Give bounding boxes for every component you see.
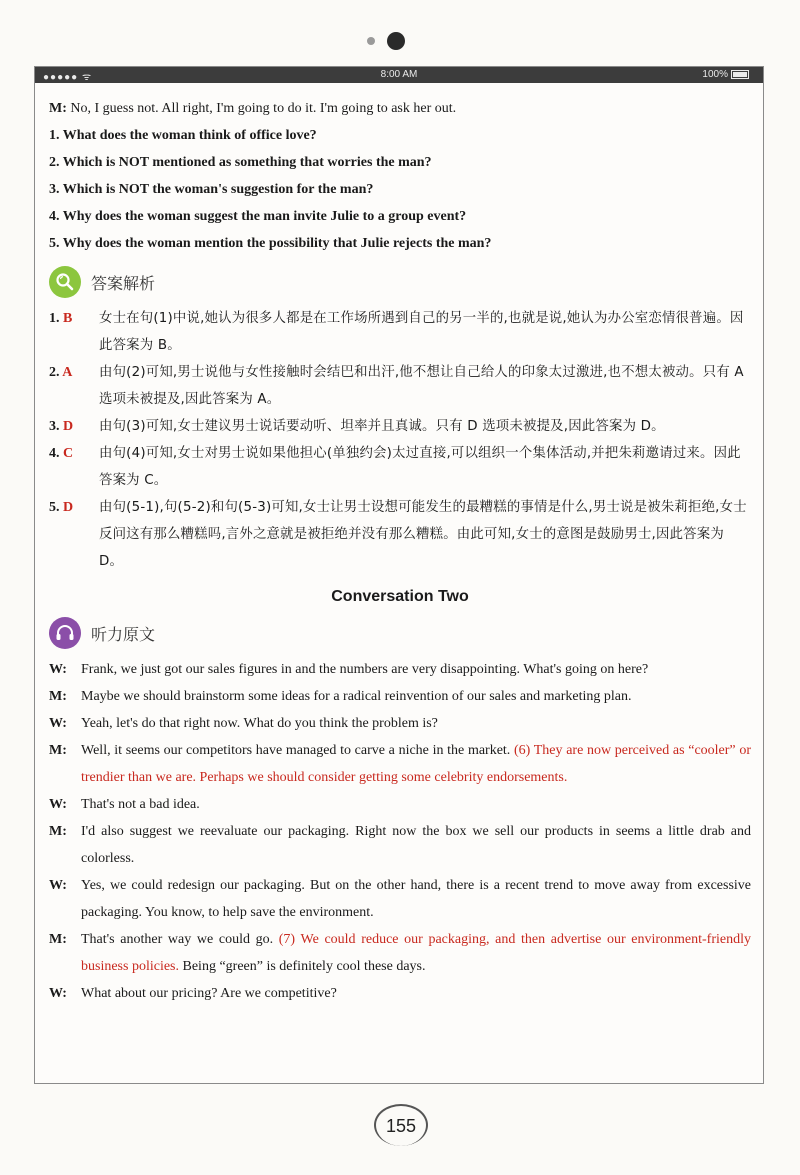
dialogue-segment: Well, it seems our competitors have managed to carve a niche in the market. bbox=[81, 743, 514, 758]
dialogue-segment: That's not a bad idea. bbox=[81, 797, 200, 812]
dialogue-line bbox=[49, 818, 751, 872]
question-text: Why does the woman suggest the man invite Julie to a group event? bbox=[62, 209, 467, 224]
answer-item bbox=[49, 413, 751, 440]
speaker-label: M: bbox=[49, 743, 67, 758]
dialogue-text bbox=[81, 818, 751, 872]
answer-label bbox=[49, 494, 99, 575]
speaker-label: M bbox=[49, 101, 63, 116]
camera-lens bbox=[387, 32, 405, 50]
answer-explanation: 由句(3)可知,女士建议男士说话要动听、坦率并且真诚。只有 D 选项未被提及,因此答案为 D。 bbox=[99, 419, 665, 434]
dialogue-line bbox=[49, 737, 751, 791]
question-number: 5. bbox=[49, 236, 60, 251]
answer-item bbox=[49, 440, 751, 494]
dialogue-segment: What about our pricing? Are we competitive? bbox=[81, 986, 337, 1001]
answer-label bbox=[49, 413, 99, 440]
question-list bbox=[49, 122, 751, 257]
speaker-label: W: bbox=[49, 986, 67, 1001]
answer-explanation: 由句(2)可知,男士说他与女性接触时会结巴和出汗,他不想让自己给人的印象太过激进,也不想太被动。只有 A 选项未被提及,因此答案为 A。 bbox=[99, 365, 744, 407]
speaker-label: W: bbox=[49, 716, 67, 731]
speaker-label: W: bbox=[49, 662, 67, 677]
dialogue-line bbox=[49, 872, 751, 926]
dialogue-segment: Yeah, let's do that right now. What do you think the problem is? bbox=[81, 716, 438, 731]
answer-item bbox=[49, 305, 751, 359]
signal-indicator: ●●●●● ᯤ bbox=[43, 72, 93, 83]
page-number: 155 bbox=[374, 1104, 428, 1146]
clock: 8:00 AM bbox=[380, 69, 418, 80]
transcript-section-header bbox=[49, 616, 751, 650]
dialogue-line bbox=[49, 683, 751, 710]
answer-explanation: 女士在句(1)中说,她认为很多人都是在工作场所遇到自己的另一半的,也就是说,她认为办公室恋情很普遍。因此答案为 B。 bbox=[99, 311, 744, 353]
answer-letter: B bbox=[63, 311, 73, 326]
dialogue-line bbox=[49, 980, 751, 1007]
answer-number: 1. bbox=[49, 311, 60, 326]
speaker-label: W: bbox=[49, 878, 67, 893]
answer-letter: D bbox=[63, 500, 74, 515]
transcript-section-title: 听力原文 bbox=[91, 624, 156, 644]
speaker-initial: M bbox=[49, 689, 63, 704]
speaker-label: M: bbox=[49, 689, 67, 704]
dialogue-text bbox=[81, 737, 751, 791]
answer-number: 4. bbox=[49, 446, 60, 461]
highlighted-sentence: (7) We could reduce our packaging, and then advertise our environment-friendly business policies. bbox=[81, 932, 751, 974]
question-text: What does the woman think of office love? bbox=[62, 128, 317, 143]
dialogue-text bbox=[81, 872, 751, 926]
speaker-initial: M bbox=[49, 824, 63, 839]
answer-label bbox=[49, 359, 99, 413]
dialogue-line bbox=[49, 791, 751, 818]
dialogue-text bbox=[81, 683, 751, 710]
dialogue-segment: Maybe we should brainstorm some ideas for a radical reinvention of our sales and marketing plan. bbox=[81, 689, 632, 704]
dialogue-text: No, I guess not. All right, I'm going to do it. I'm going to ask her out. bbox=[70, 101, 457, 116]
question-item bbox=[49, 176, 751, 203]
question-item bbox=[49, 230, 751, 257]
dialogue-text bbox=[81, 710, 751, 737]
dialogue-text bbox=[81, 980, 751, 1007]
highlighted-sentence: (6) They are now perceived as “cooler” or trendier than we are. Perhaps we should consider getting some celebrity endorsements. bbox=[81, 743, 751, 785]
dialogue-segment: Yes, we could redesign our packaging. But on the other hand, there is a recent trend to move away from excessive packaging. You know, to help save the environment. bbox=[81, 878, 751, 920]
speaker-initial: W bbox=[49, 986, 63, 1001]
answer-letter: A bbox=[62, 365, 73, 380]
question-text: Why does the woman mention the possibility that Julie rejects the man? bbox=[62, 236, 492, 251]
answer-list bbox=[49, 305, 751, 575]
speaker-label: W: bbox=[49, 797, 67, 812]
dialogue-text bbox=[81, 926, 751, 980]
question-text: Which is NOT the woman's suggestion for the man? bbox=[62, 182, 374, 197]
answer-explanation: 由句(5-1),句(5-2)和句(5-3)可知,女士让男士设想可能发生的最糟糕的事情是什么,男士说是被朱莉拒绝,女士反问这有那么糟糕吗,言外之意就是被拒绝并没有那么糟糕。由此可知,女士的意图是鼓励男士,因此答案为 D。 bbox=[99, 500, 747, 569]
answer-number: 2. bbox=[49, 365, 60, 380]
speaker-initial: W bbox=[49, 716, 63, 731]
sensor-dot bbox=[367, 37, 375, 45]
dialogue-line bbox=[49, 710, 751, 737]
speaker-initial: W bbox=[49, 662, 63, 677]
question-item bbox=[49, 203, 751, 230]
battery-indicator bbox=[702, 69, 749, 80]
answer-label bbox=[49, 440, 99, 494]
dialogue-text bbox=[81, 791, 751, 818]
speaker-initial: W bbox=[49, 878, 63, 893]
battery-percent: 100% bbox=[702, 69, 728, 80]
speaker-label: M: bbox=[49, 824, 67, 839]
headphones-icon bbox=[49, 617, 81, 649]
intro-dialogue-line: M: No, I guess not. All right, I'm going to do it. I'm going to ask her out. bbox=[49, 101, 457, 116]
speaker-initial: M bbox=[49, 932, 63, 947]
dialogue-segment: That's another way we could go. bbox=[81, 932, 279, 947]
speaker-initial: W bbox=[49, 797, 63, 812]
speaker-label: M: bbox=[49, 932, 67, 947]
answer-number: 5. bbox=[49, 500, 60, 515]
question-number: 1. bbox=[49, 128, 60, 143]
answer-letter: C bbox=[63, 446, 74, 461]
status-bar bbox=[35, 67, 763, 83]
dialogue-segment: Frank, we just got our sales figures in and the numbers are very disappointing. What's going on here? bbox=[81, 662, 649, 677]
answer-item bbox=[49, 359, 751, 413]
dialogue-transcript bbox=[49, 656, 751, 1007]
question-item bbox=[49, 122, 751, 149]
dialogue-line bbox=[49, 926, 751, 980]
question-number: 4. bbox=[49, 209, 60, 224]
speaker-initial: M bbox=[49, 743, 63, 758]
answer-item bbox=[49, 494, 751, 575]
tablet-screen bbox=[34, 66, 764, 1084]
answer-number: 3. bbox=[49, 419, 60, 434]
dialogue-segment: I'd also suggest we reevaluate our packaging. Right now the box we sell our products in seems a little drab and colorless. bbox=[81, 824, 751, 866]
question-number: 3. bbox=[49, 182, 60, 197]
dialogue-line bbox=[49, 656, 751, 683]
answer-explanation: 由句(4)可知,女士对男士说如果他担心(单独约会)太过直接,可以组织一个集体活动,并把朱莉邀请过来。因此答案为 C。 bbox=[99, 446, 741, 488]
question-number: 2. bbox=[49, 155, 60, 170]
answer-letter: D bbox=[63, 419, 74, 434]
dialogue-text bbox=[81, 656, 751, 683]
magnifier-icon bbox=[49, 266, 81, 298]
page-content bbox=[49, 95, 751, 1007]
device-camera bbox=[367, 32, 407, 52]
answers-section-header bbox=[49, 265, 751, 299]
answer-label bbox=[49, 305, 99, 359]
conversation-title: Conversation Two bbox=[331, 588, 469, 605]
question-text: Which is NOT mentioned as something that worries the man? bbox=[62, 155, 432, 170]
dialogue-segment: Being “green” is definitely cool these days. bbox=[179, 959, 426, 974]
answers-section-title: 答案解析 bbox=[91, 273, 156, 293]
battery-icon bbox=[731, 70, 749, 79]
question-item bbox=[49, 149, 751, 176]
